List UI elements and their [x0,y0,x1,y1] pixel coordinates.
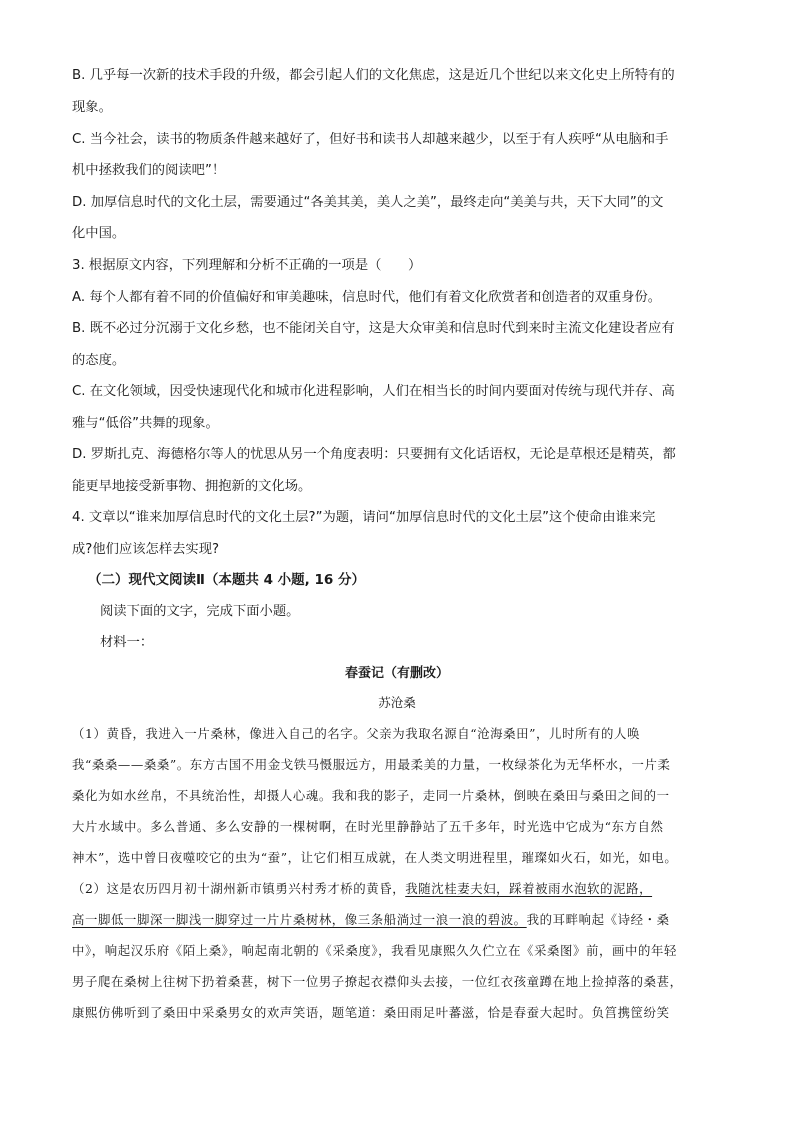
paragraph-1-line-2: 我“桑桑——桑桑”。东方古国不用金戈铁马慑服远方，用最柔美的力量，一枚绿茶化为无华杯水，一片柔 [72,757,671,772]
article-author: 苏沧桑 [378,695,416,710]
paragraph-2-underlined-text-1: 我随沈桂妻夫妇，踩着被雨水泡软的泥路， [405,881,653,896]
section-instruction: 阅读下面的文字，完成下面小题。 [100,604,300,619]
paragraph-2-line-2-text: 我的耳畔响起《诗经・桑 [526,912,670,927]
q2-option-b-line-1: B. 几乎每一次新的技术手段的升级，都会引起人们的文化焦虑，这是近几个世纪以来文化史上所特有的 [72,68,675,83]
paragraph-2-line-1 [72,883,652,895]
paragraph-2-line-4: 男子爬在桑树上往树下扔着桑葚，树下一位男子撩起衣襟仰头去接，一位红衣孩童蹲在地上捡掉落的桑葚， [72,974,683,989]
q2-option-b-line-2: 现象。 [72,100,112,115]
material-label: 材料一： [100,635,154,650]
q3-option-d-line-2: 能更早地接受新事物、拥抱新的文化场。 [72,479,312,494]
q3-option-b-line-2: 的态度。 [72,353,126,368]
paragraph-1-line-4: 大片水域中。多么普通、多么安静的一棵树啊，在时光里静静站了五千多年，时光选中它成为“东方自然 [72,819,664,834]
q4-stem-line-2: 成?他们应该怎样去实现? [72,542,220,557]
paragraph-2-line-2 [72,914,670,926]
section-heading: （二）现代文阅读Ⅱ（本题共 4 小题, 16 分） [88,572,365,588]
paragraph-2-underlined-text-2: 高一脚低一脚深一脚浅一脚穿过一片片桑树林，像三条船淌过一浪一浪的碧波。 [72,912,527,927]
q3-option-c-line-1: C. 在文化领域，因受快速现代化和城市化进程影响，人们在相当长的时间内要面对传统与现代并存、高 [72,384,675,399]
article-title: 春蚕记（有删改） [344,666,449,681]
q2-option-c-line-1: C. 当今社会，读书的物质条件越来越好了，但好书和读书人却越来越少，以至于有人疾呼“从电脑和手 [72,132,669,147]
q3-option-d-line-1: D. 罗斯扎克、海德格尔等人的忧思从另一个角度表明：只要拥有文化话语权，无论是草根还是精英，都 [72,447,676,462]
q4-stem-line-1: 4. 文章以“谁来加厚信息时代的文化土层?”为题，请问“加厚信息时代的文化土层”这个使命由谁来完 [72,510,656,525]
q2-option-d-line-1: D. 加厚信息时代的文化土层，需要通过“各美其美，美人之美”，最终走向“美美与共，天下大同”的文 [72,195,664,210]
paragraph-1-line-3: 桑化为如水丝帛，不具统治性，却摄人心魂。我和我的影子，走同一片桑林，倒映在桑田与桑田之间的一 [72,788,670,803]
q3-option-c-line-2: 雅与“低俗”共舞的现象。 [72,416,219,431]
paragraph-2-line-3: 中》，响起汉乐府《陌上桑》，响起南北朝的《采桑度》，我看见康熙久久伫立在《采桑图》前，画中的年轻 [72,943,677,958]
q2-option-d-line-2: 化中国。 [72,226,126,241]
paragraph-2-line-1-text: （2）这是农历四月初十湖州新市镇勇兴村秀才桥的黄昏， [72,881,406,896]
q3-option-b-line-1: B. 既不必过分沉溺于文化乡愁，也不能闭关自守，这是大众审美和信息时代到来时主流文化建设者应有 [72,321,675,336]
q2-option-c-line-2: 机中拯救我们的阅读吧”！ [72,163,226,178]
q3-stem: 3. 根据原文内容，下列理解和分析不正确的一项是（ ） [72,258,422,273]
q3-option-a-line-1: A. 每个人都有着不同的价值偏好和审美趣味，信息时代，他们有着文化欣赏者和创造者的双重身份。 [72,290,662,305]
paragraph-1-line-5: 神木”，选中曾日夜噬咬它的虫为“蚕”，让它们相互成就，在人类文明进程里，璀璨如火石，如光，如电。 [72,850,678,865]
paragraph-1-line-1: （1）黄昏，我进入一片桑林，像进入自己的名字。父亲为我取名源自“沧海桑田”，儿时所有的人唤 [72,726,640,741]
paragraph-2-line-5: 康熙仿佛听到了桑田中采桑男女的欢声笑语，题笔道：桑田雨足叶蕃滋，恰是春蚕大起时。负筥携筐纷笑 [72,1005,670,1020]
